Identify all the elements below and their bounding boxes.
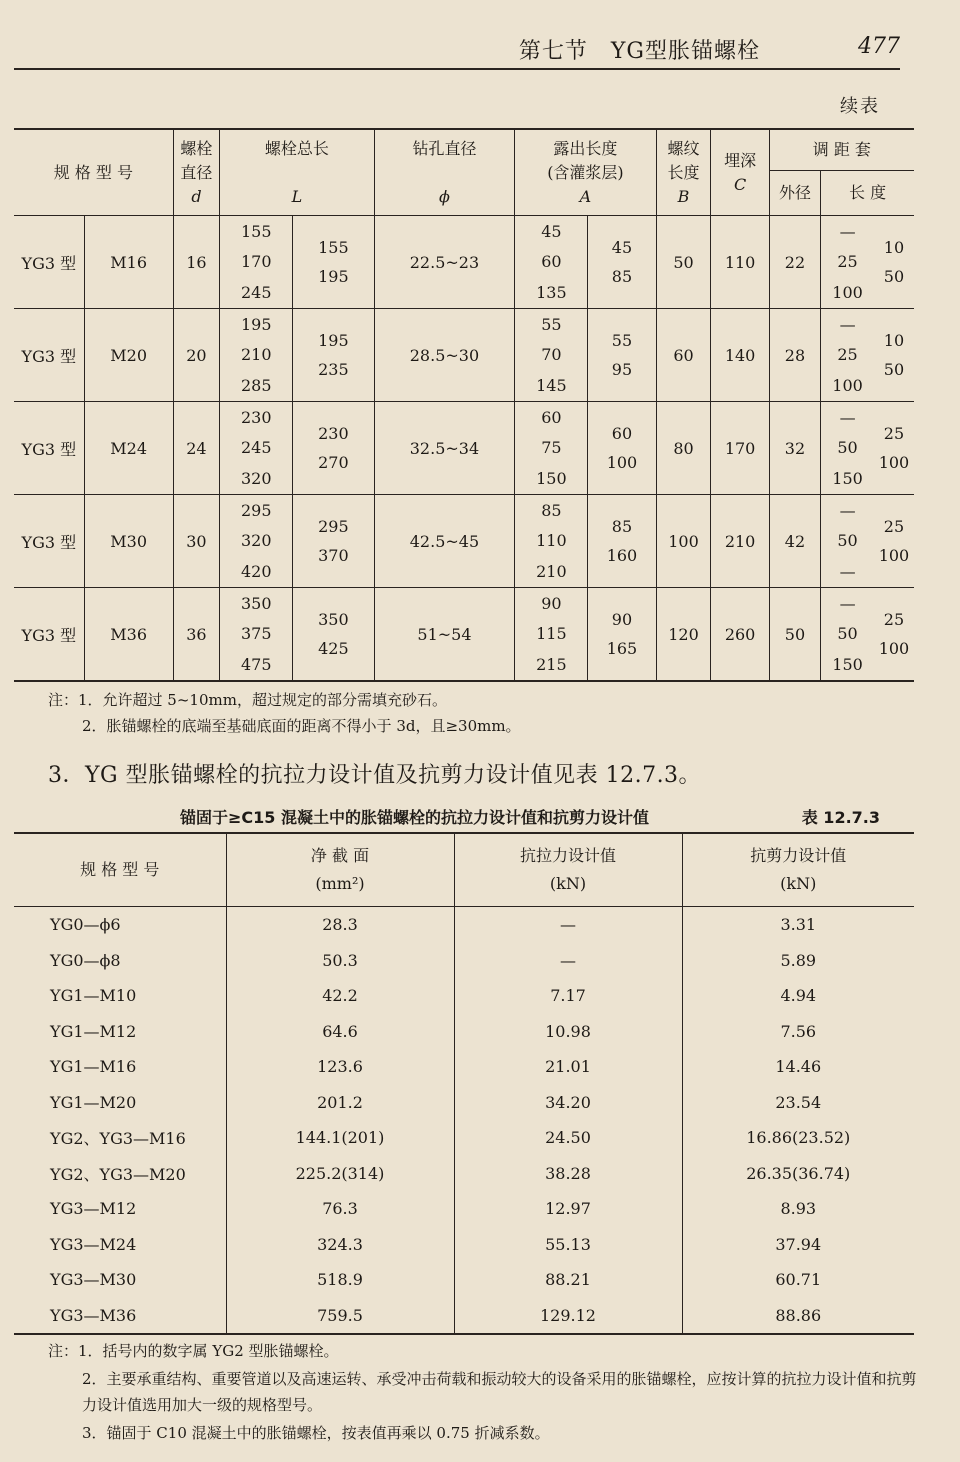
area-cell: 144.1(201)	[226, 1120, 454, 1156]
shear-cell: 14.46	[775, 1057, 822, 1077]
cell-value: 100	[668, 531, 699, 551]
spec-cell: YG0—ϕ6	[14, 907, 226, 943]
cell-value: 90	[541, 593, 562, 613]
table-row	[14, 1014, 914, 1050]
cell-value: 32.5~34	[409, 438, 480, 458]
area-cell: 759.5	[226, 1298, 454, 1335]
table-row	[14, 1262, 914, 1298]
cell-value: M16	[110, 252, 148, 272]
area-cell: 518.9	[226, 1262, 454, 1298]
shear-cell: 26.35(36.74)	[746, 1163, 851, 1183]
cell-value: 210	[536, 562, 567, 582]
cell-value: 370	[318, 546, 349, 565]
cell-value: 25	[883, 517, 905, 536]
header-diameter: 螺栓 直径 d	[173, 129, 220, 216]
area-cell: 28.3	[226, 907, 454, 943]
shear-cell: 7.56	[780, 1021, 817, 1041]
header-shear: 抗剪力设计值 (kN)	[682, 833, 914, 907]
cell-value: 30	[186, 531, 207, 551]
cell-value: 50	[837, 438, 858, 458]
cell-value: 42	[784, 531, 806, 551]
cell-value: YG3 型	[21, 346, 77, 366]
area-cell: 50.3	[226, 943, 454, 979]
tension-cell: —	[454, 907, 682, 943]
tension-cell: 129.12	[454, 1298, 682, 1335]
cell-value: 155	[318, 238, 349, 257]
spec-cell: YG1—M16	[14, 1049, 226, 1085]
table-row	[14, 1298, 914, 1335]
area-cell: 225.2(314)	[226, 1156, 454, 1192]
cell-value: 50	[883, 267, 905, 286]
cell-value: 60	[611, 424, 633, 443]
tension-cell: 38.28	[454, 1156, 682, 1192]
table-row	[14, 943, 914, 979]
table-row	[14, 1120, 914, 1156]
cell-value: 70	[541, 345, 562, 365]
shear-cell: 88.86	[775, 1305, 822, 1325]
table2-note-2: 2．主要承重结构、重要管道以及高速运转、承受冲击荷载和振动较大的设备采用的胀锚螺栓，应按计算的抗拉力设计值和抗剪力设计值选用加大一级的规格型号。	[82, 1370, 917, 1414]
cell-value: 85	[611, 267, 633, 286]
cell-value: 100	[878, 546, 910, 565]
cell-value: —	[839, 221, 856, 241]
cell-value: 195	[240, 314, 272, 334]
tension-cell: 21.01	[454, 1049, 682, 1085]
cell-value: 36	[186, 624, 207, 644]
cell-value: M36	[110, 624, 148, 644]
cell-value: 32	[784, 438, 806, 458]
shear-cell: 60.71	[775, 1270, 822, 1290]
design-value-table	[14, 832, 914, 1335]
cell-value: 195	[318, 331, 349, 350]
cell-value: 51~54	[417, 624, 472, 644]
header-spec: 规 格 型 号	[14, 129, 173, 216]
cell-value: 170	[724, 438, 756, 458]
section-heading: 3．YG 型胀锚螺栓的抗拉力设计值及抗剪力设计值见表 12.7.3。	[48, 763, 702, 788]
spec-cell: YG0—ϕ8	[14, 943, 226, 979]
cell-value: 10	[883, 331, 905, 350]
cell-value: 16	[186, 252, 207, 272]
cell-value: —	[839, 314, 856, 334]
cell-value: 230	[240, 407, 272, 427]
table-row	[14, 495, 914, 588]
table-row	[14, 1191, 914, 1227]
cell-value: 260	[724, 624, 756, 644]
cell-value: 195	[318, 267, 349, 286]
spec-cell: YG1—M10	[14, 978, 226, 1014]
header-sleeve-od: 外径	[769, 171, 821, 216]
cell-value: M20	[110, 345, 148, 365]
cell-value: 245	[240, 438, 272, 458]
cell-value: YG3 型	[21, 532, 77, 552]
cell-value: 270	[318, 453, 349, 472]
cell-value: 75	[541, 438, 562, 458]
shear-cell: 37.94	[775, 1234, 822, 1254]
table2-number: 表 12.7.3	[801, 808, 880, 827]
table-row	[14, 216, 914, 309]
header-spec-model: 规 格 型 号	[14, 833, 226, 907]
cell-value: 45	[541, 221, 562, 241]
cell-value: 230	[318, 424, 349, 443]
cell-value: 50	[837, 531, 858, 551]
tension-cell: 7.17	[454, 978, 682, 1014]
cell-value: 420	[240, 562, 272, 582]
cell-value: 160	[606, 546, 638, 565]
cell-value: 60	[541, 407, 562, 427]
cell-value: 50	[784, 624, 806, 644]
cell-value: 215	[536, 655, 567, 675]
cell-value: 165	[606, 639, 638, 658]
cell-value: M24	[110, 438, 148, 458]
cell-value: 140	[724, 345, 756, 365]
cell-value: 350	[240, 593, 272, 613]
cell-value: 135	[536, 283, 567, 303]
table-row	[14, 907, 914, 943]
page-number: 477	[858, 34, 900, 59]
cell-value: 25	[837, 252, 858, 272]
cell-value: 210	[724, 531, 756, 551]
cell-value: 42.5~45	[409, 531, 480, 551]
cell-value: 25	[883, 424, 905, 443]
tension-cell: 34.20	[454, 1085, 682, 1121]
cell-value: 10	[883, 238, 905, 257]
cell-value: 60	[541, 252, 562, 272]
cell-value: 100	[832, 283, 863, 303]
cell-value: 110	[536, 531, 567, 551]
cell-value: —	[839, 593, 856, 613]
cell-value: YG3 型	[21, 439, 77, 459]
shear-cell: 5.89	[780, 950, 817, 970]
cell-value: 295	[318, 517, 349, 536]
cell-value: 295	[240, 500, 272, 520]
cell-value: 285	[240, 376, 272, 396]
table1-note-2: 2．胀锚螺栓的底端至基础底面的距离不得小于 3d，且≥30mm。	[82, 717, 521, 735]
shear-cell: 16.86(23.52)	[746, 1128, 851, 1148]
area-cell: 324.3	[226, 1227, 454, 1263]
cell-value: 235	[318, 360, 349, 379]
cell-value: 320	[240, 531, 272, 551]
table2-note-1: 注：1．括号内的数字属 YG2 型胀锚螺栓。	[48, 1342, 339, 1360]
cell-value: —	[839, 500, 856, 520]
cell-value: 150	[832, 469, 863, 489]
table-row	[14, 1227, 914, 1263]
cell-value: 245	[240, 283, 272, 303]
cell-value: 85	[611, 517, 633, 536]
running-header	[14, 28, 900, 70]
cell-value: 350	[318, 610, 349, 629]
tension-cell: 88.21	[454, 1262, 682, 1298]
cell-value: 60	[673, 345, 694, 365]
spec-cell: YG1—M12	[14, 1014, 226, 1050]
spec-cell: YG2、YG3—M16	[14, 1120, 226, 1156]
header-thread-length: 螺纹 长度 B	[656, 129, 711, 216]
cell-value: YG3 型	[21, 253, 77, 273]
cell-value: 110	[724, 252, 756, 272]
cell-value: 22.5~23	[409, 252, 480, 272]
cell-value: 20	[186, 345, 207, 365]
shear-cell: 4.94	[780, 986, 817, 1006]
header-total-length: 螺栓总长 L	[220, 129, 374, 216]
shear-cell: 8.93	[780, 1199, 817, 1219]
header-exposed-length: 露出长度 (含灌浆层) A	[515, 129, 656, 216]
header-sleeve-length: 长 度	[821, 171, 914, 216]
tension-cell: 55.13	[454, 1227, 682, 1263]
continued-label: 续表	[840, 96, 880, 117]
bolt-dimension-table	[14, 128, 914, 682]
table2-caption-text: 锚固于≥C15 混凝土中的胀锚螺栓的抗拉力设计值和抗剪力设计值	[180, 808, 649, 827]
cell-value: 155	[240, 221, 272, 241]
cell-value: 210	[240, 345, 272, 365]
tension-cell: 24.50	[454, 1120, 682, 1156]
area-cell: 123.6	[226, 1049, 454, 1085]
table-row	[14, 402, 914, 495]
area-cell: 201.2	[226, 1085, 454, 1121]
tension-cell: 12.97	[454, 1191, 682, 1227]
table1-note-1: 注：1．允许超过 5~10mm，超过规定的部分需填充砂石。	[48, 691, 447, 709]
cell-value: 100	[878, 453, 910, 472]
cell-value: —	[839, 562, 856, 582]
cell-value: 80	[673, 438, 694, 458]
cell-value: 150	[832, 655, 863, 675]
cell-value: 100	[878, 639, 910, 658]
table-row	[14, 1085, 914, 1121]
tension-cell: —	[454, 943, 682, 979]
header-net-section: 净 截 面 (mm²)	[226, 833, 454, 907]
cell-value: 320	[240, 469, 272, 489]
cell-value: 45	[611, 238, 633, 257]
cell-value: 425	[318, 639, 349, 658]
cell-value: 475	[240, 655, 272, 675]
spec-cell: YG2、YG3—M20	[14, 1156, 226, 1192]
area-cell: 76.3	[226, 1191, 454, 1227]
spec-cell: YG3—M12	[14, 1191, 226, 1227]
cell-value: 50	[837, 624, 858, 644]
header-embed-depth: 埋深 C	[711, 129, 769, 216]
cell-value: 95	[611, 360, 633, 379]
spec-cell: YG3—M36	[14, 1298, 226, 1335]
cell-value: 28.5~30	[409, 345, 480, 365]
header-title: 第七节 YG型胀锚螺栓	[518, 39, 760, 64]
cell-value: 115	[536, 624, 567, 644]
cell-value: 150	[536, 469, 567, 489]
cell-value: YG3 型	[21, 625, 77, 645]
cell-value: M30	[110, 531, 148, 551]
shear-cell: 23.54	[775, 1092, 822, 1112]
area-cell: 64.6	[226, 1014, 454, 1050]
cell-value: 50	[883, 360, 905, 379]
tension-cell: 10.98	[454, 1014, 682, 1050]
cell-value: 90	[611, 610, 633, 629]
cell-value: 120	[668, 624, 699, 644]
cell-value: 170	[240, 252, 272, 272]
table2-caption	[180, 805, 880, 828]
spec-cell: YG3—M30	[14, 1262, 226, 1298]
spec-cell: YG3—M24	[14, 1227, 226, 1263]
header-hole-diameter: 钻孔直径 ϕ	[374, 129, 515, 216]
table-row	[14, 978, 914, 1014]
cell-value: 55	[611, 331, 633, 350]
cell-value: 50	[673, 252, 694, 272]
cell-value: 25	[837, 345, 858, 365]
header-tension: 抗拉力设计值 (kN)	[454, 833, 682, 907]
cell-value: 25	[883, 610, 905, 629]
cell-value: 24	[186, 438, 207, 458]
cell-value: 375	[240, 624, 272, 644]
table2-note-3: 3．锚固于 C10 混凝土中的胀锚螺栓，按表值再乘以 0.75 折减系数。	[82, 1424, 550, 1442]
shear-cell: 3.31	[780, 915, 817, 935]
cell-value: 28	[784, 345, 806, 365]
cell-value: 145	[536, 376, 567, 396]
table-row	[14, 1156, 914, 1192]
cell-value: 100	[606, 453, 638, 472]
table-row	[14, 588, 914, 682]
table-row	[14, 309, 914, 402]
area-cell: 42.2	[226, 978, 454, 1014]
cell-value: 22	[784, 252, 806, 272]
cell-value: 55	[541, 314, 562, 334]
cell-value: —	[839, 407, 856, 427]
cell-value: 100	[832, 376, 863, 396]
header-sleeve: 调 距 套	[769, 129, 914, 171]
cell-value: 85	[541, 500, 562, 520]
table-row	[14, 1049, 914, 1085]
spec-cell: YG1—M20	[14, 1085, 226, 1121]
